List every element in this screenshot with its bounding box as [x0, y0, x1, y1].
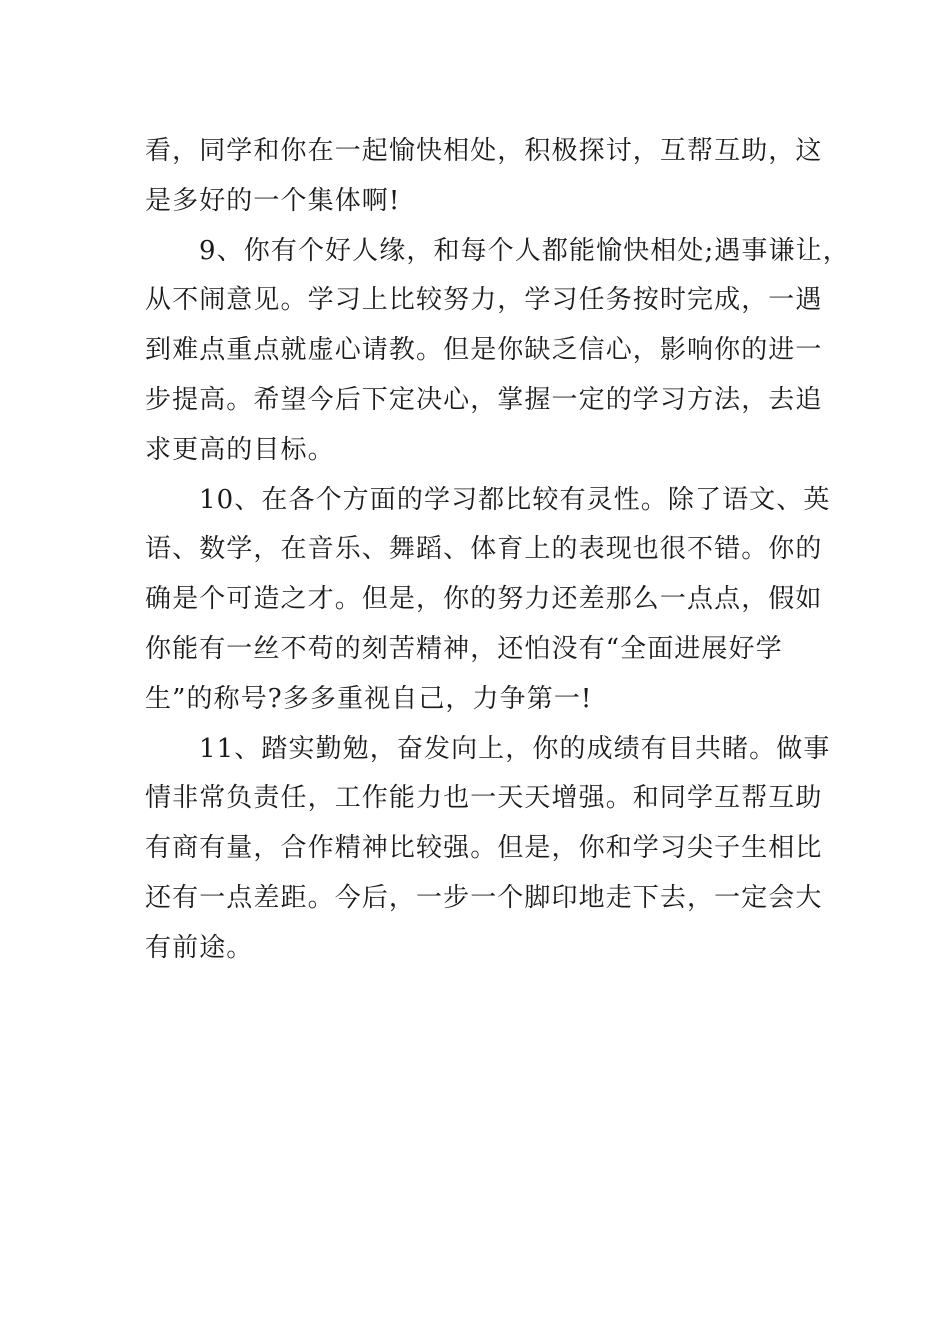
text-line: 生”的称号?多多重视自己，力争第一!	[145, 683, 593, 714]
text-line: 到难点重点就虚心请教。但是你缺乏信心，影响你的进一	[145, 335, 823, 366]
text-line: 看，同学和你在一起愉快相处，积极探讨，互帮互助，这	[145, 136, 823, 166]
text-line: 语、数学，在音乐、舞蹈、体育上的表现也很不错。你的	[145, 534, 823, 565]
text-line: 从不闹意见。学习上比较努力，学习任务按时完成，一遇	[145, 285, 823, 316]
paragraph-comment-10	[145, 476, 835, 725]
paragraph-continuation	[145, 127, 835, 227]
text-line: 是多好的一个集体啊!	[145, 185, 401, 216]
paragraph-comment-11	[145, 725, 835, 974]
text-line: 情非常负责任，工作能力也一天天增强。和同学互帮互助	[145, 783, 823, 814]
text-line: 11、踏实勤勉，奋发向上，你的成绩有目共睹。做事	[199, 733, 831, 764]
text-line: 求更高的目标。	[145, 434, 335, 465]
text-line: 有商有量，合作精神比较强。但是，你和学习尖子生相比	[145, 833, 823, 864]
document-body	[145, 127, 850, 974]
text-line: 步提高。希望今后下定决心，掌握一定的学习方法，去追	[145, 384, 823, 415]
text-line: 还有一点差距。今后，一步一个脚印地走下去，一定会大	[145, 882, 823, 913]
text-line: 有前途。	[145, 932, 254, 963]
paragraph-comment-9	[145, 227, 850, 476]
text-line: 10、在各个方面的学习都比较有灵性。除了语文、英	[199, 484, 831, 515]
text-line: 确是个可造之才。但是，你的努力还差那么一点点，假如	[145, 584, 823, 615]
text-line: 你能有一丝不苟的刻苦精神，还怕没有“全面进展好学	[145, 633, 783, 664]
text-line: 9、你有个好人缘，和每个人都能愉快相处;遇事谦让，	[199, 235, 850, 266]
